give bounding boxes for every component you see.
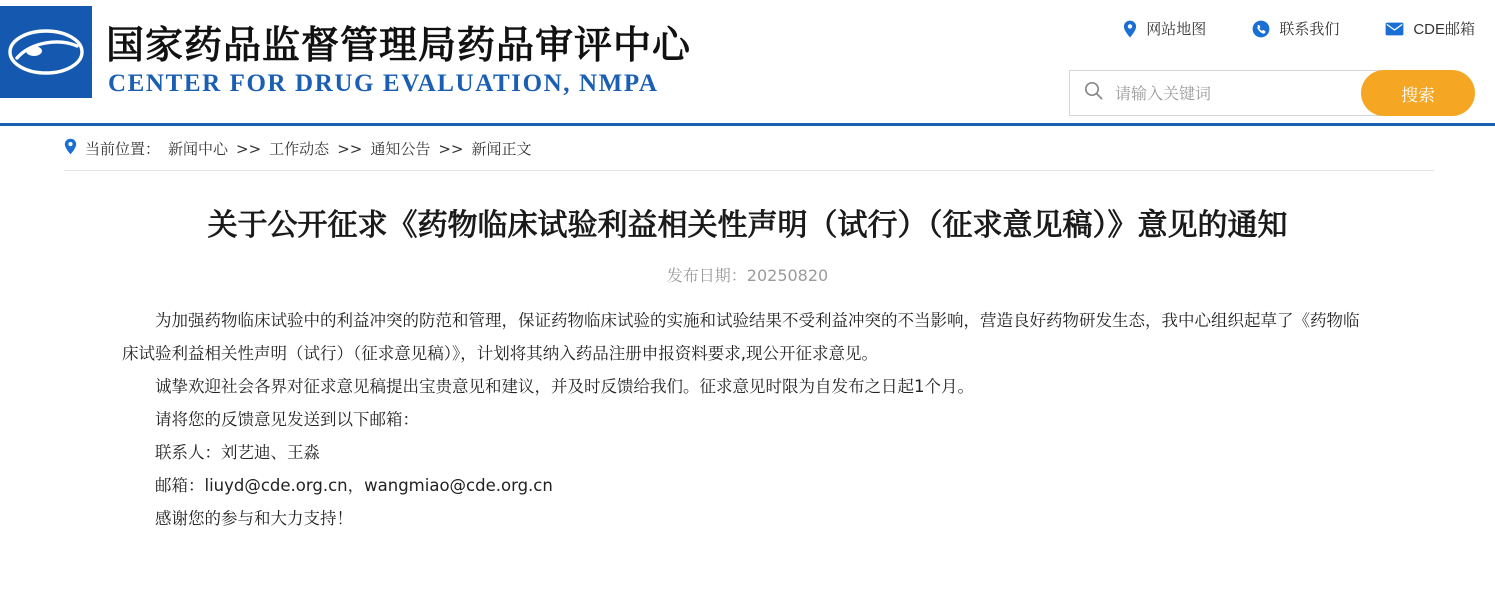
header-links — [1123, 18, 1475, 39]
article-paragraph: 为加强药物临床试验中的利益冲突的防范和管理，保证药物临床试验的实施和试验结果不受利益冲突的不当影响，营造良好药物研发生态，我中心组织起草了《药物临床试验利益相关性声明（试行）（征求意见稿）》，计划将其纳入药品注册申报资料要求,现公开征求意见。 — [122, 311, 1360, 363]
article-paragraph-thanks: 感谢您的参与和大力支持！ — [155, 509, 353, 528]
search-area — [1069, 70, 1475, 116]
site-header — [0, 0, 1495, 126]
cde-logo[interactable] — [0, 6, 92, 98]
article-paragraph: 诚挚欢迎社会各界对征求意见稿提出宝贵意见和建议，并及时反馈给我们。征求意见时限为自发布之日起1个月。 — [155, 377, 974, 396]
breadcrumb-separator: >> — [337, 139, 363, 158]
article-paragraph-contacts: 联系人：刘艺迪、王淼 — [155, 443, 320, 462]
article-paragraph-emails: 邮箱：liuyd@cde.org.cn，wangmiao@cde.org.cn — [155, 476, 553, 495]
article — [0, 206, 1495, 535]
article-body — [64, 304, 1431, 535]
phone-icon — [1252, 20, 1270, 38]
article-paragraph: 请将您的反馈意见发送到以下邮箱： — [155, 410, 419, 429]
breadcrumb-divider — [64, 170, 1434, 171]
search-button[interactable]: 搜索 — [1361, 70, 1475, 116]
breadcrumb — [64, 138, 532, 159]
site-title-en: CENTER FOR DRUG EVALUATION, NMPA — [108, 70, 659, 97]
search-icon — [1084, 81, 1103, 105]
header-link-contact-label: 联系我们 — [1279, 21, 1340, 38]
header-link-mail-label: CDE邮箱 — [1413, 21, 1475, 38]
breadcrumb-separator: >> — [438, 139, 464, 158]
breadcrumb-item-article: 新闻正文 — [471, 140, 532, 158]
breadcrumb-separator: >> — [236, 139, 262, 158]
breadcrumb-item-work-updates[interactable]: 工作动态 — [269, 140, 330, 158]
site-title-zh: 国家药品监督管理局药品审评中心 — [106, 23, 692, 67]
page-title: 关于公开征求《药物临床试验利益相关性声明（试行）（征求意见稿）》意见的通知 — [207, 208, 1288, 243]
location-pin-icon — [1123, 20, 1137, 38]
breadcrumb-item-announcements[interactable]: 通知公告 — [370, 140, 431, 158]
header-link-mail[interactable] — [1385, 18, 1475, 39]
header-link-sitemap[interactable] — [1123, 18, 1206, 39]
header-link-contact[interactable] — [1252, 18, 1339, 39]
publish-date-value: 20250820 — [746, 266, 829, 285]
location-pin-icon — [64, 138, 77, 159]
publish-date — [64, 263, 1431, 286]
breadcrumb-bar — [0, 126, 1495, 172]
search-input[interactable] — [1113, 83, 1363, 104]
search-box[interactable] — [1069, 70, 1381, 116]
breadcrumb-item-news-center[interactable]: 新闻中心 — [168, 140, 229, 158]
header-link-sitemap-label: 网站地图 — [1146, 21, 1207, 38]
breadcrumb-prefix: 当前位置： — [85, 140, 161, 158]
publish-date-label: 发布日期： — [666, 266, 747, 285]
mail-icon — [1385, 22, 1404, 36]
